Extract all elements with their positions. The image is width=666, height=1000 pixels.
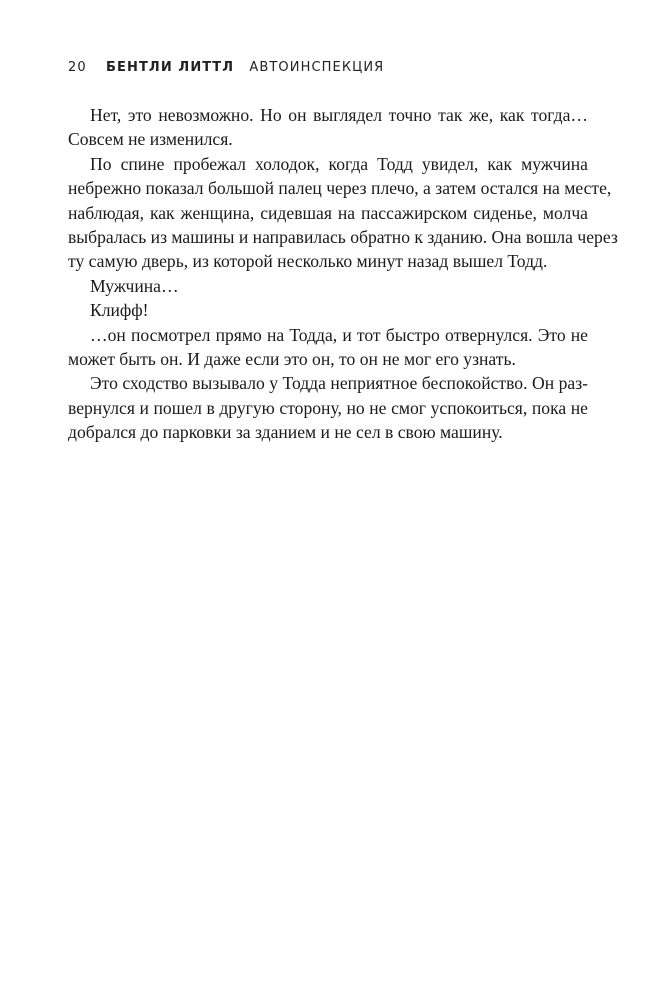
text-line: выбралась из машины и направилась обратно к зданию. Она вошла через [68,227,618,248]
text-line: …он посмотрел прямо на Тодда, и тот быстро отвернулся. Это не [90,324,588,345]
book-title: АВТОИНСПЕКЦИЯ [249,60,385,75]
text-line: Совсем не изменился. [68,129,233,150]
text-line: Нет, это невозможно. Но он выглядел точно так же, как тогда… [90,105,588,125]
text-line: По спине пробежал холодок, когда Тодд увидел, как мужчина [90,153,588,174]
author-name: БЕНТЛИ ЛИТТЛ [105,60,235,75]
running-header [68,60,384,75]
page-number: 20 [68,60,87,75]
text-line: может быть он. И даже если это он, то он не мог его узнать. [68,349,516,370]
text-line: Клифф! [90,300,149,321]
text-line: ту самую дверь, из которой несколько минут назад вышел Тодд. [68,251,548,272]
text-line: вернулся и пошел в другую сторону, но не смог успокоиться, пока не [68,397,588,418]
text-line: Мужчина… [90,275,179,296]
text-line: добрался до парковки за зданием и не сел в свою машину. [68,422,503,443]
text-line: Это сходство вызывало у Тодда неприятное беспокойство. Он раз- [90,373,588,394]
text-line: небрежно показал большой палец через плечо, а затем остался на месте, [68,178,612,199]
body-text [68,103,618,445]
text-line: наблюдая, как женщина, сидевшая на пассажирском сиденье, молча [68,202,588,223]
